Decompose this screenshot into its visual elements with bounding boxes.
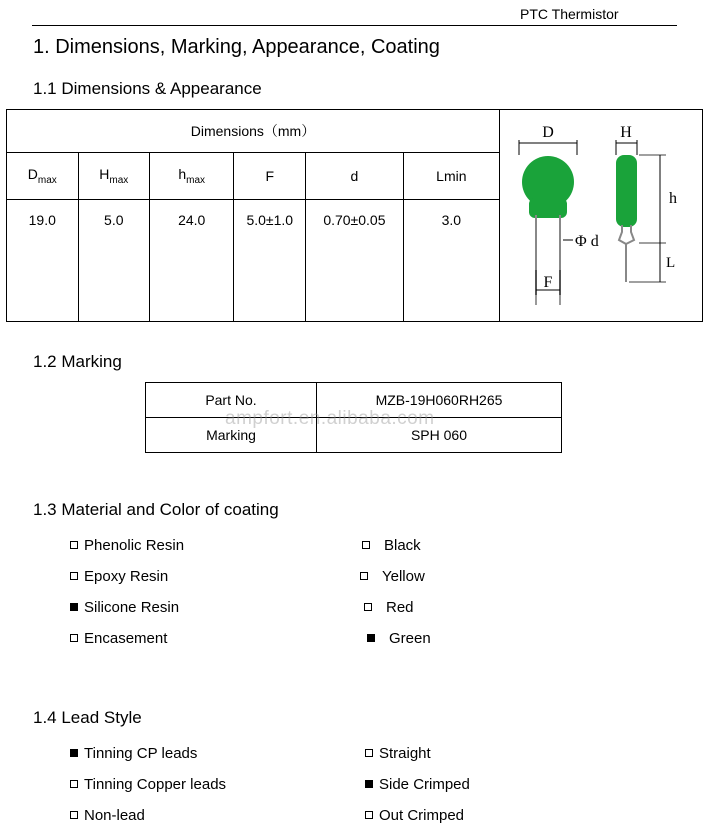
dimension-diagram-cell xyxy=(499,110,702,322)
section-1-title: 1. Dimensions, Marking, Appearance, Coating xyxy=(33,36,440,58)
col-dmax: $D_{max}$ xyxy=(7,153,79,200)
checkbox-icon[interactable] xyxy=(70,749,78,757)
color-option[interactable]: Black xyxy=(362,537,421,554)
lead-option[interactable]: Tinning CP leads xyxy=(70,745,197,762)
checkbox-icon[interactable] xyxy=(70,811,78,819)
checkbox-icon[interactable] xyxy=(364,603,372,611)
checkbox-icon[interactable] xyxy=(360,572,368,580)
checkbox-icon[interactable] xyxy=(70,541,78,549)
color-option[interactable]: Green xyxy=(367,630,431,647)
checkbox-icon[interactable] xyxy=(70,603,78,611)
part-no-label: Part No. xyxy=(146,383,317,418)
header-divider xyxy=(32,25,677,26)
label-h: h xyxy=(668,190,677,207)
label-L: L xyxy=(665,255,676,271)
col-lmin: Lmin xyxy=(403,153,499,200)
dimensions-table xyxy=(6,109,703,322)
lead-option[interactable]: Non-lead xyxy=(70,807,145,824)
material-option[interactable]: Epoxy Resin xyxy=(70,568,168,585)
material-option[interactable]: Silicone Resin xyxy=(70,599,179,616)
thermistor-diagram xyxy=(501,110,701,318)
marking-label: Marking xyxy=(146,418,317,453)
checkbox-icon[interactable] xyxy=(365,811,373,819)
material-option[interactable]: Phenolic Resin xyxy=(70,537,184,554)
watermark: ampfort.en.alibaba.com xyxy=(225,408,435,429)
val-hmax-upper: 5.0 xyxy=(78,200,150,322)
section-1-1-title: 1.1 Dimensions & Appearance xyxy=(33,79,262,98)
section-1-2-title: 1.2 Marking xyxy=(33,352,122,371)
section-1-3-title: 1.3 Material and Color of coating xyxy=(33,500,279,519)
checkbox-icon[interactable] xyxy=(362,541,370,549)
thermistor-disc-base xyxy=(529,198,567,218)
val-d: 0.70±0.05 xyxy=(306,200,404,322)
marking-value: SPH 060 xyxy=(317,418,562,453)
val-hmax-lower: 24.0 xyxy=(150,200,234,322)
label-phi-d: Φ d xyxy=(574,233,599,250)
col-hmax-lower: $h_{max}$ xyxy=(150,153,234,200)
color-option[interactable]: Red xyxy=(364,599,414,616)
lead-option[interactable]: Tinning Copper leads xyxy=(70,776,226,793)
shape-option[interactable]: Out Crimped xyxy=(365,807,464,824)
checkbox-icon[interactable] xyxy=(70,572,78,580)
col-d: d xyxy=(306,153,404,200)
checkbox-icon[interactable] xyxy=(70,780,78,788)
material-option[interactable]: Encasement xyxy=(70,630,167,647)
val-lmin: 3.0 xyxy=(403,200,499,322)
checkbox-icon[interactable] xyxy=(365,780,373,788)
shape-option[interactable]: Straight xyxy=(365,745,431,762)
thermistor-side-view xyxy=(616,155,637,227)
dimensions-header: Dimensions（mm） xyxy=(7,110,500,153)
checkbox-icon[interactable] xyxy=(365,749,373,757)
checkbox-icon[interactable] xyxy=(367,634,375,642)
part-no-value: MZB-19H060RH265 xyxy=(317,383,562,418)
section-1-4-title: 1.4 Lead Style xyxy=(33,708,142,727)
label-H: H xyxy=(620,124,632,141)
document-title: PTC Thermistor xyxy=(520,6,619,22)
label-F: F xyxy=(543,274,553,291)
label-D: D xyxy=(542,124,554,141)
col-hmax-upper: $H_{max}$ xyxy=(78,153,150,200)
val-f: 5.0±1.0 xyxy=(234,200,306,322)
side-lead-crimp-left xyxy=(619,225,626,282)
col-f: F xyxy=(234,153,306,200)
side-lead-crimp-right xyxy=(626,225,634,244)
color-option[interactable]: Yellow xyxy=(360,568,425,585)
shape-option[interactable]: Side Crimped xyxy=(365,776,470,793)
checkbox-icon[interactable] xyxy=(70,634,78,642)
val-dmax: 19.0 xyxy=(7,200,79,322)
